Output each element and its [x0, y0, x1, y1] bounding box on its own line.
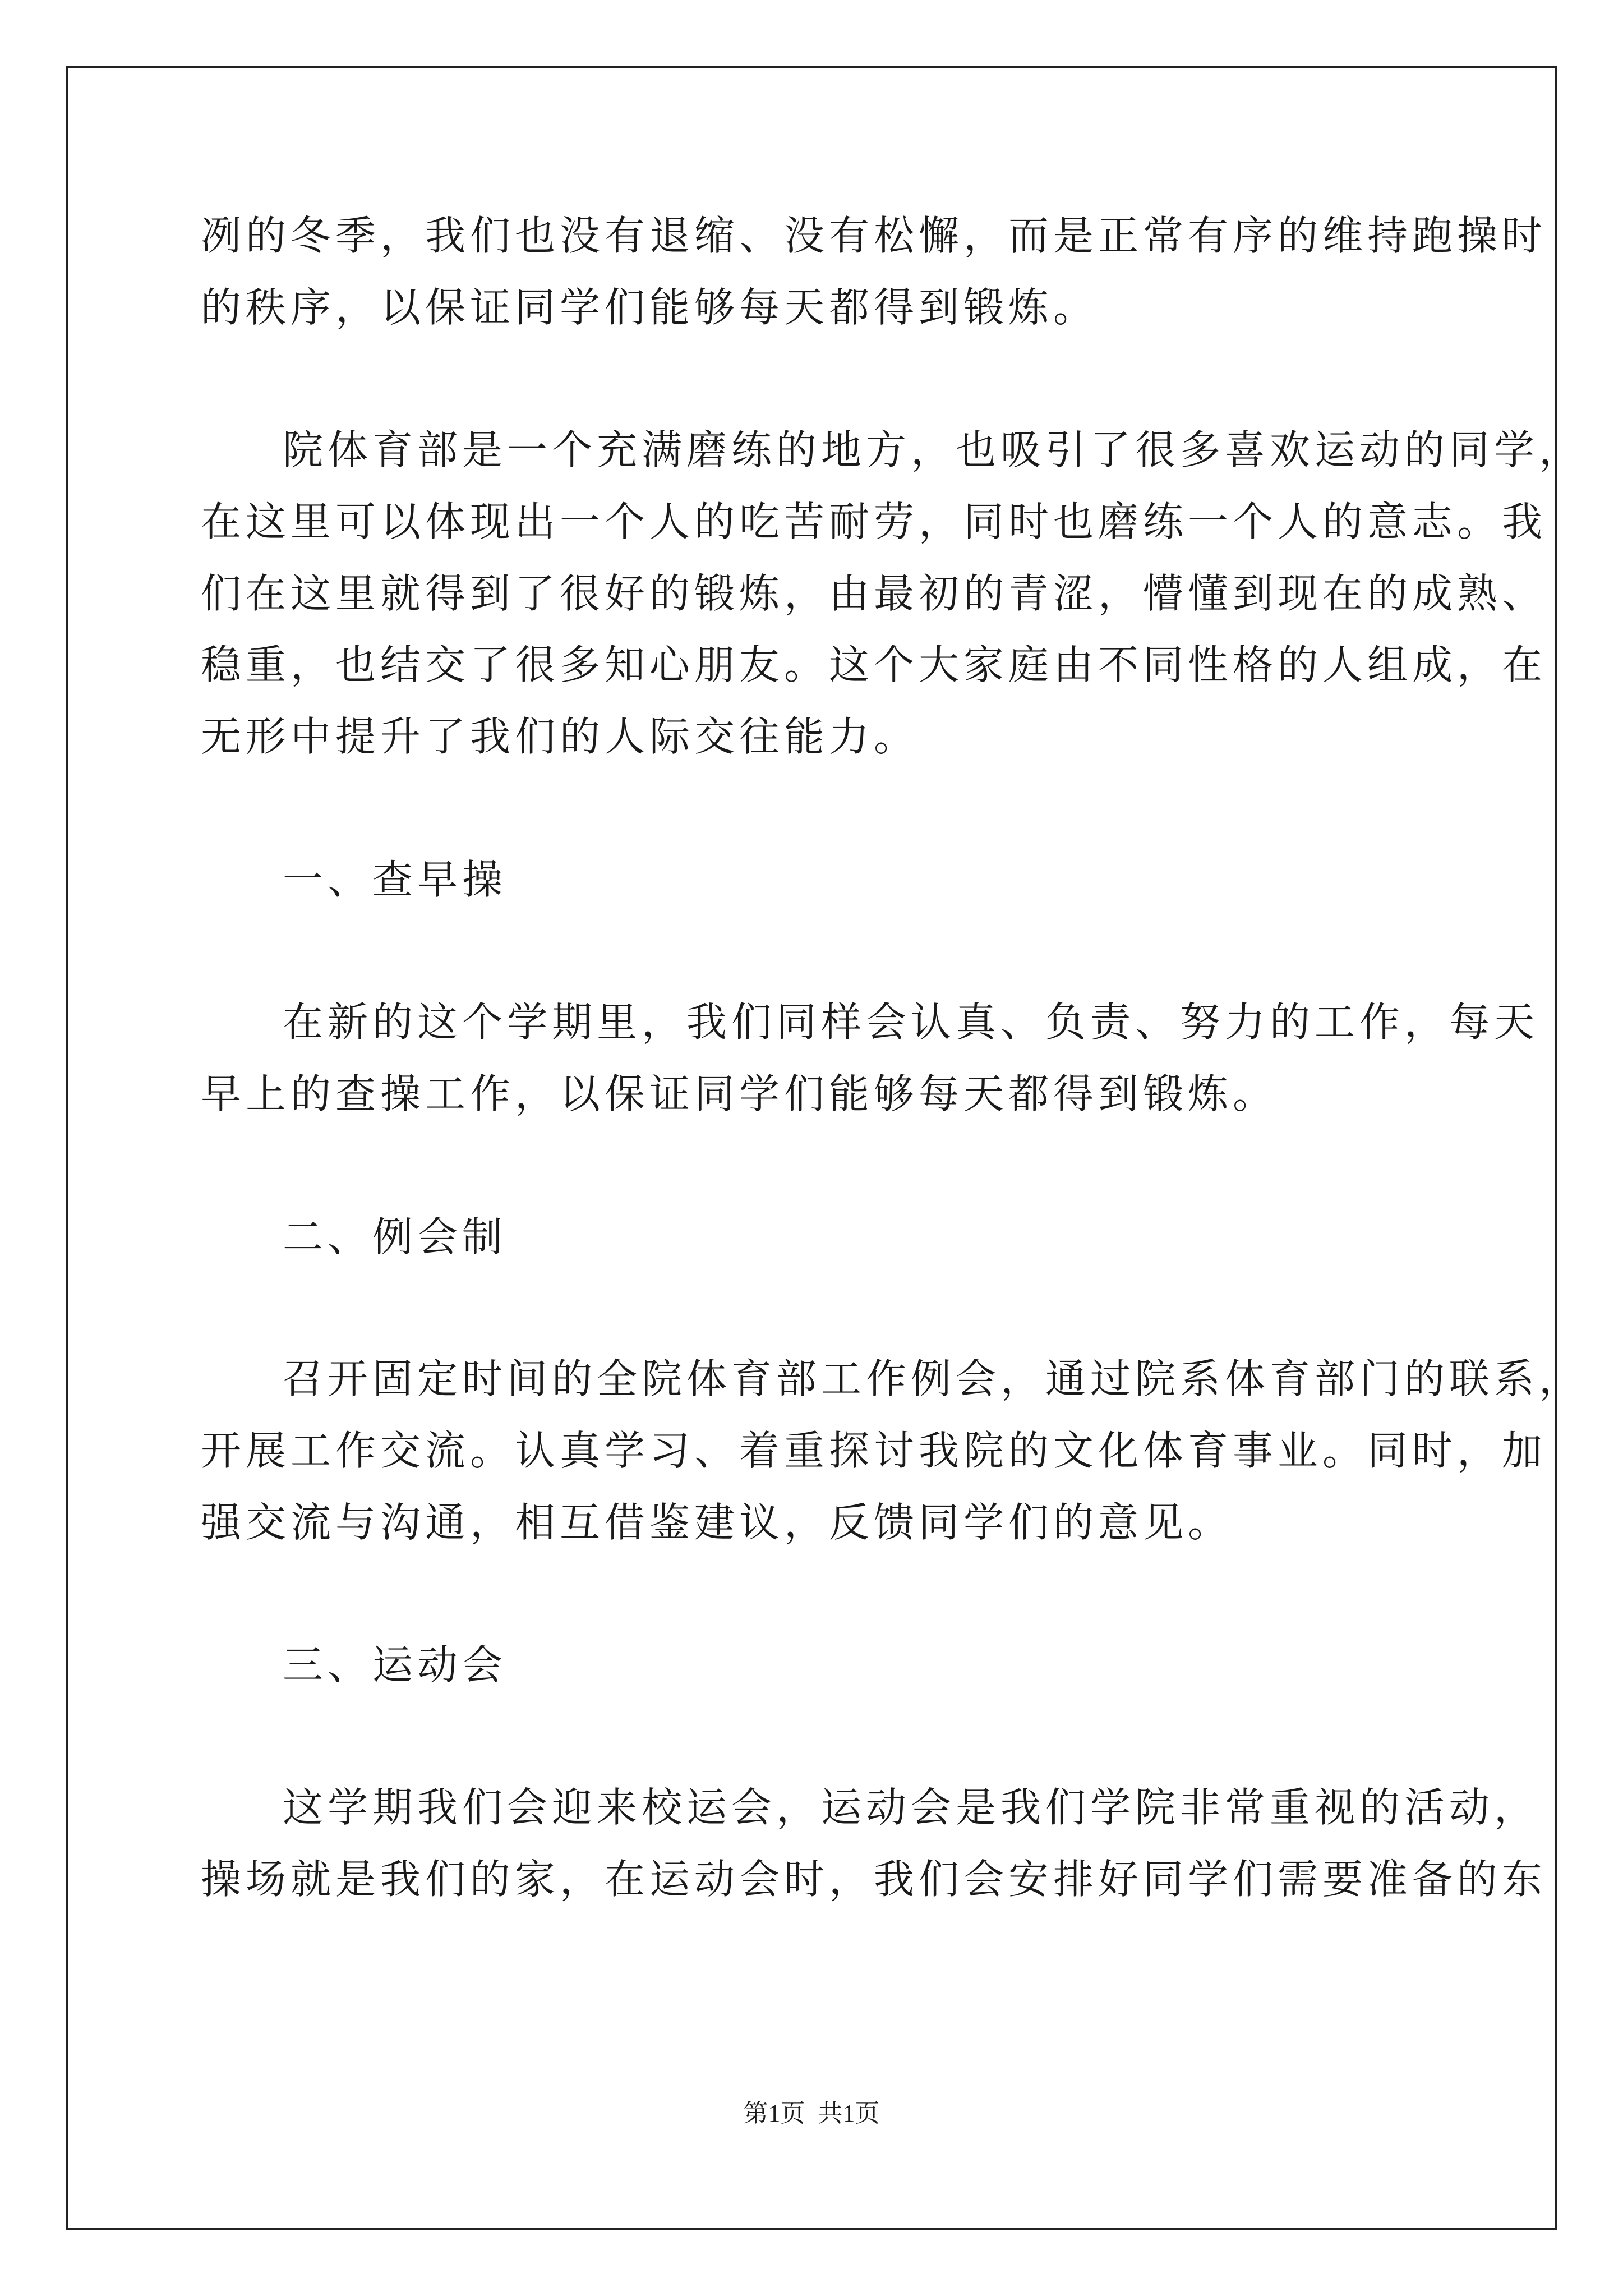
paragraph-first-line: 这学期我们会迎来校运会，运动会是我们学院非常重视的活动，	[283, 1784, 1539, 1831]
text-line: 稳重，也结交了很多知心朋友。这个大家庭由不同性格的人组成，在	[201, 641, 1547, 688]
text-line: 的秩序，以保证同学们能够每天都得到锻炼。	[201, 284, 1099, 331]
text-line: 强交流与沟通，相互借鉴建议，反馈同学们的意见。	[201, 1499, 1233, 1546]
text-line: 在这里可以体现出一个人的吃苦耐劳，同时也磨练一个人的意志。我	[201, 498, 1547, 545]
section-heading: 二、例会制	[283, 1213, 508, 1260]
text-line: 操场就是我们的家，在运动会时，我们会安排好同学们需要准备的东	[201, 1856, 1547, 1903]
page-total: 共1页	[818, 2100, 880, 2127]
paragraph-first-line: 院体育部是一个充满磨练的地方，也吸引了很多喜欢运动的同学，	[283, 426, 1584, 473]
section-heading: 三、运动会	[283, 1641, 508, 1688]
text-line: 早上的查操工作，以保证同学们能够每天都得到锻炼。	[201, 1070, 1278, 1117]
text-line: 无形中提升了我们的人际交往能力。	[201, 713, 919, 760]
text-line: 开展工作交流。认真学习、着重探讨我院的文化体育事业。同时，加	[201, 1427, 1547, 1474]
text-line: 们在这里就得到了很好的锻炼，由最初的青涩，懵懂到现在的成熟、	[201, 570, 1547, 617]
text-line: 冽的冬季，我们也没有退缩、没有松懈，而是正常有序的维持跑操时	[201, 212, 1547, 259]
section-heading: 一、查早操	[283, 856, 508, 903]
paragraph-first-line: 召开固定时间的全院体育部工作例会，通过院系体育部门的联系，	[283, 1355, 1584, 1402]
paragraph-first-line: 在新的这个学期里，我们同样会认真、负责、努力的工作，每天	[283, 999, 1539, 1046]
page-number: 第1页	[743, 2100, 805, 2127]
page-footer	[0, 2097, 1623, 2131]
